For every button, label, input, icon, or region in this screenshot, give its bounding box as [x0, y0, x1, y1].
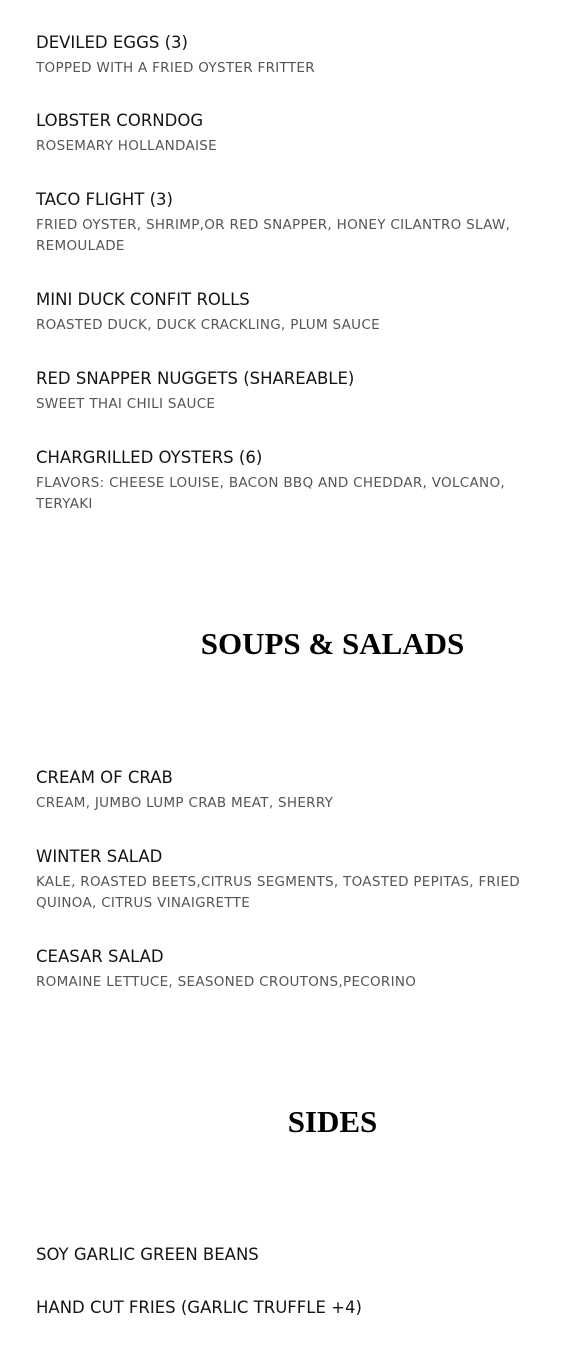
- menu-item: [36, 947, 566, 993]
- item-name: MINI DUCK CONFIT ROLLS: [36, 290, 250, 309]
- item-name: CHARGRILLED OYSTERS (6): [36, 448, 263, 467]
- item-name: DEVILED EGGS (3): [36, 33, 188, 52]
- side-item: SOY GARLIC GREEN BEANS: [36, 1245, 259, 1264]
- menu-item: [36, 847, 566, 914]
- item-description: FRIED OYSTER, SHRIMP,OR RED SNAPPER, HONEY CILANTRO SLAW, REMOULADE: [36, 217, 511, 254]
- item-name: RED SNAPPER NUGGETS (SHAREABLE): [36, 369, 355, 388]
- item-description: ROMAINE LETTUCE, SEASONED CROUTONS,PECORINO: [36, 974, 417, 990]
- item-name: WINTER SALAD: [36, 847, 163, 866]
- menu-item: [36, 111, 566, 157]
- item-description: ROSEMARY HOLLANDAISE: [36, 138, 217, 154]
- item-name: TACO FLIGHT (3): [36, 190, 173, 209]
- item-description: SWEET THAI CHILI SAUCE: [36, 396, 216, 412]
- menu-item: [36, 369, 566, 415]
- menu-item: [36, 290, 566, 336]
- item-description: CREAM, JUMBO LUMP CRAB MEAT, SHERRY: [36, 795, 334, 811]
- item-name: CREAM OF CRAB: [36, 768, 173, 787]
- item-description: TOPPED WITH A FRIED OYSTER FRITTER: [36, 60, 315, 76]
- item-name: CEASAR SALAD: [36, 947, 164, 966]
- item-description: FLAVORS: CHEESE LOUISE, BACON BBQ AND CHEDDAR, VOLCANO, TERYAKI: [36, 475, 505, 512]
- side-item: HAND CUT FRIES (GARLIC TRUFFLE +4): [36, 1298, 362, 1317]
- menu-item: [36, 190, 566, 257]
- item-description: KALE, ROASTED BEETS,CITRUS SEGMENTS, TOASTED PEPITAS, FRIED QUINOA, CITRUS VINAIGRETTE: [36, 874, 520, 911]
- item-description: ROASTED DUCK, DUCK CRACKLING, PLUM SAUCE: [36, 317, 380, 333]
- menu-item: [36, 448, 566, 515]
- item-name: LOBSTER CORNDOG: [36, 111, 204, 130]
- menu-item: [36, 33, 566, 79]
- section-title-sides: SIDES: [287, 1104, 378, 1139]
- menu-item: [36, 768, 566, 814]
- section-title-soups-salads: SOUPS & SALADS: [200, 626, 465, 661]
